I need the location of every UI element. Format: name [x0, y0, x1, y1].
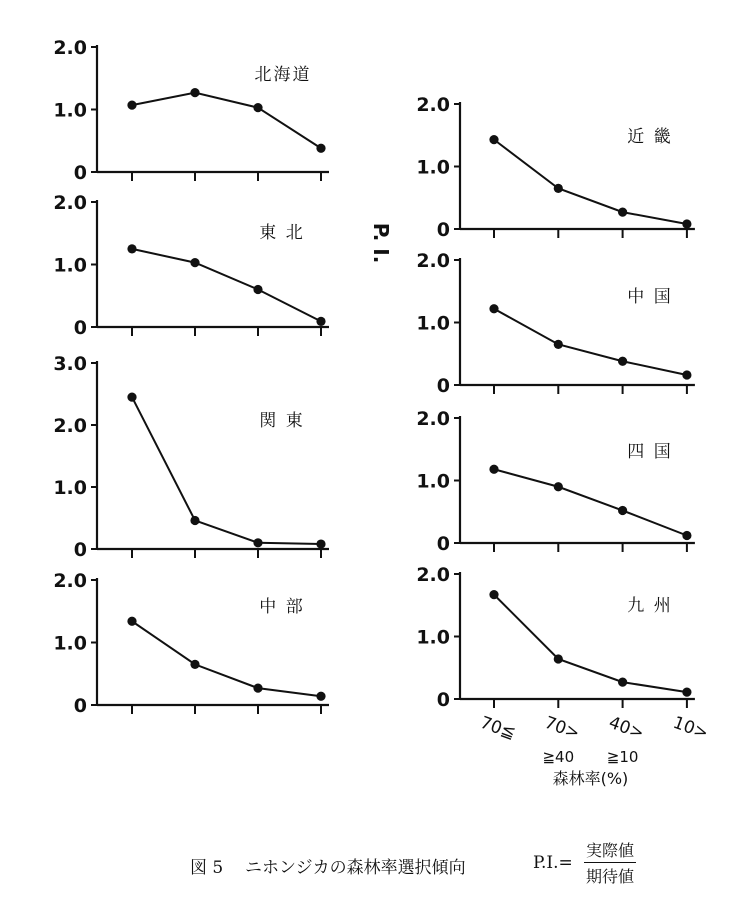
y-tick-label: 2.0: [416, 94, 450, 116]
x-tick-sublabel: ≧10: [606, 748, 639, 766]
y-tick-label: 2.0: [53, 415, 87, 437]
y-tick-label: 0: [436, 219, 450, 241]
data-point: [316, 317, 325, 326]
x-axis-label: 森林率(%): [552, 769, 629, 788]
series-line: [494, 140, 687, 224]
series-line: [494, 469, 687, 535]
panel-title: 四 国: [627, 442, 673, 462]
data-point: [554, 340, 563, 349]
panel-1: [53, 37, 329, 184]
y-tick-label: 2.0: [416, 250, 450, 272]
data-point: [489, 304, 498, 313]
data-point: [190, 258, 199, 267]
y-axis-label: P. I.: [369, 222, 393, 264]
series-line: [132, 249, 321, 322]
x-tick-label: 70>: [541, 712, 583, 744]
y-tick-label: 1.0: [416, 156, 450, 179]
panel-5: [416, 94, 695, 241]
y-tick-label: 1.0: [53, 254, 87, 277]
y-tick-label: 1.0: [53, 99, 87, 122]
y-tick-label: 1.0: [416, 626, 450, 649]
data-point: [190, 660, 199, 669]
data-point: [682, 219, 691, 228]
y-tick-label: 1.0: [53, 477, 87, 499]
formula-fraction: [584, 838, 636, 887]
y-tick-label: 0: [73, 539, 87, 561]
y-tick-label: 3.0: [53, 353, 87, 375]
data-point: [253, 103, 262, 112]
x-tick-sublabel: ≧40: [542, 748, 575, 766]
data-point: [682, 531, 691, 540]
data-point: [682, 370, 691, 379]
data-point: [253, 285, 262, 294]
data-point: [316, 692, 325, 701]
panel-title: 北海道: [254, 65, 312, 85]
data-point: [554, 184, 563, 193]
data-point: [127, 393, 136, 402]
x-tick-label: 40>: [606, 712, 647, 744]
y-tick-label: 0: [436, 375, 450, 397]
y-tick-label: 0: [73, 695, 87, 717]
data-point: [127, 244, 136, 253]
data-point: [127, 617, 136, 626]
y-tick-label: 2.0: [416, 564, 450, 586]
panel-title: 東 北: [259, 223, 305, 243]
panel-title: 中 部: [259, 597, 305, 617]
y-tick-label: 0: [436, 689, 450, 711]
data-point: [554, 654, 563, 663]
y-tick-label: 1.0: [416, 470, 450, 493]
panel-3: [53, 353, 329, 561]
y-tick-label: 0: [73, 162, 87, 184]
y-tick-label: 1.0: [416, 312, 450, 335]
y-tick-label: 0: [73, 317, 87, 339]
figure-title: ニホンジカの森林率選択傾向: [245, 858, 466, 878]
data-point: [489, 465, 498, 474]
data-point: [190, 88, 199, 97]
x-tick-label: 70≦: [477, 712, 518, 744]
data-point: [190, 516, 199, 525]
panel-title: 関 東: [259, 411, 305, 431]
panel-7: [416, 408, 695, 555]
data-point: [618, 678, 627, 687]
data-point: [316, 144, 325, 153]
y-tick-label: 2.0: [53, 192, 87, 214]
panel-8: [416, 564, 695, 711]
data-point: [682, 688, 691, 697]
data-point: [489, 135, 498, 144]
data-point: [618, 208, 627, 217]
data-point: [127, 101, 136, 110]
panel-6: [416, 250, 695, 397]
panel-title: 九 州: [627, 596, 673, 616]
series-line: [494, 309, 687, 375]
data-point: [554, 482, 563, 491]
data-point: [618, 506, 627, 515]
data-point: [489, 590, 498, 599]
figure-number: 図 5: [190, 858, 224, 878]
formula-denominator: 期待値: [586, 867, 635, 886]
y-tick-label: 1.0: [53, 632, 87, 655]
y-tick-label: 2.0: [416, 408, 450, 430]
series-line: [132, 621, 321, 696]
data-point: [618, 357, 627, 366]
panel-2: [53, 192, 329, 339]
y-tick-label: 2.0: [53, 37, 87, 59]
series-line: [132, 93, 321, 149]
panel-title: 近 畿: [627, 127, 673, 147]
panel-4: [53, 570, 329, 717]
y-tick-label: 2.0: [53, 570, 87, 592]
panel-title: 中 国: [627, 287, 673, 307]
formula-numerator: 実際値: [584, 838, 636, 863]
data-point: [316, 539, 325, 548]
x-tick-label: 10>: [670, 712, 711, 744]
y-tick-label: 0: [436, 533, 450, 555]
formula-lhs: P.I.=: [533, 853, 573, 873]
data-point: [253, 538, 262, 547]
data-point: [253, 684, 262, 693]
